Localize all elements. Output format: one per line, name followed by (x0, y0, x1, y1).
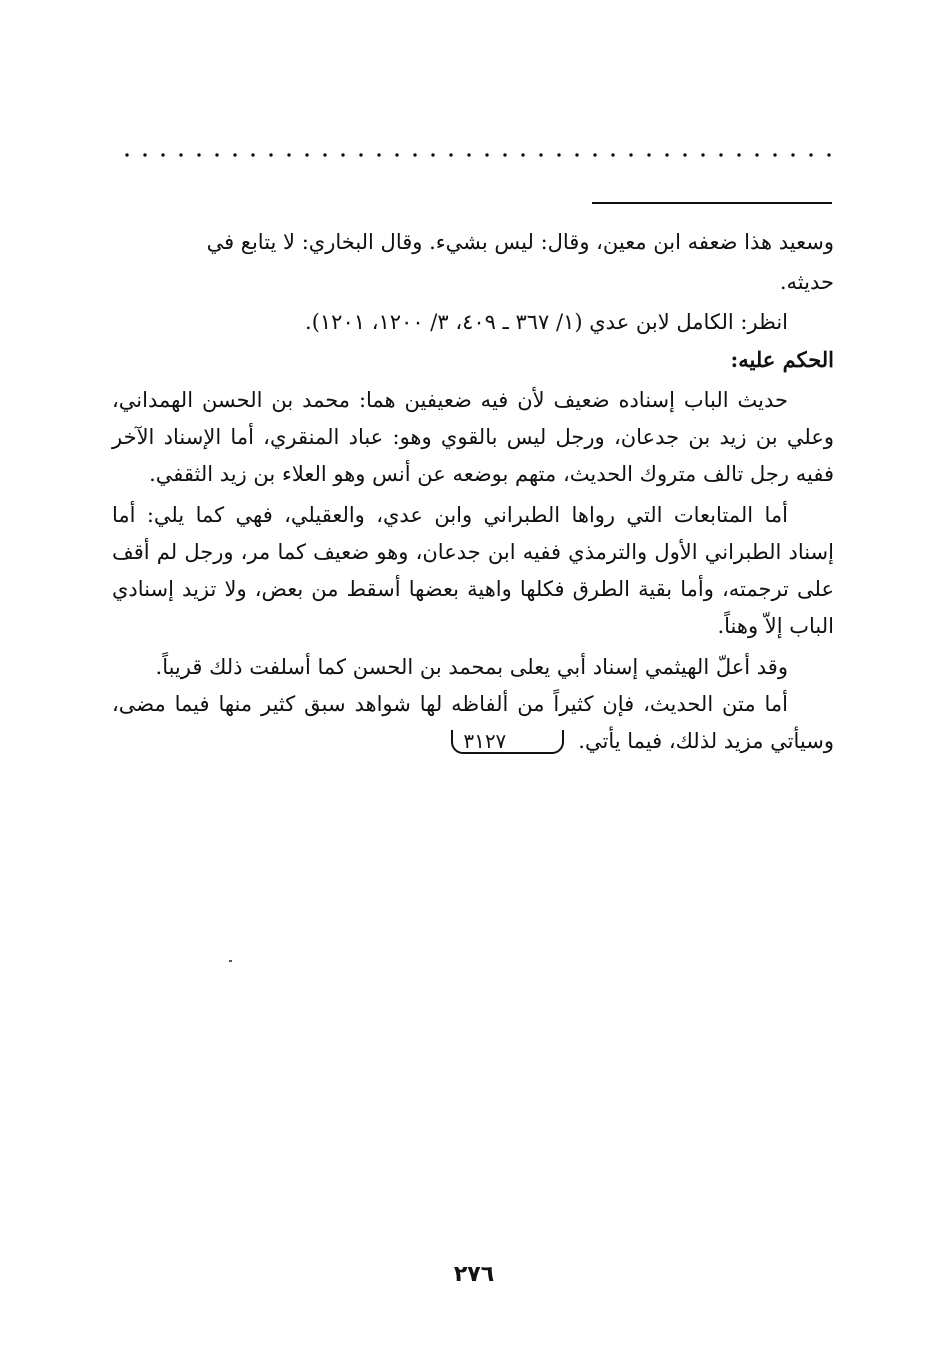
page-number: ٢٧٦ (453, 1262, 495, 1287)
section-heading: الحكم عليه: (730, 347, 834, 372)
footnote-reference: انظر: الكامل لابن عدي (١/ ٣٦٧ ـ ٤٠٩، ٣/ ١٢٠٠، ١٢٠١). (305, 310, 788, 334)
page-content (112, 222, 834, 760)
dotted-separator (118, 150, 834, 160)
paragraph-4 (112, 686, 834, 760)
paragraph-2: أما المتابعات التي رواها الطبراني وابن عدي، والعقيلي، فهي كما يلي: أما إسناد الطبراني الأول والترمذي ففيه ابن جدعان، وهو ضعيف كما مر، ورجل لم أقف على ترجمته، وأما بقية الطرق فكلها واهية بعضها أسقط من بعض، ولا تزيد إسنادي الباب إلاّ وهناً. (112, 503, 834, 638)
paragraph-3: وقد أعلّ الهيثمي إسناد أبي يعلى بمحمد بن الحسن كما أسلفت ذلك قريباً. (155, 655, 788, 679)
scan-speck (229, 960, 232, 962)
footnote-line-2: حديثه. (779, 270, 834, 294)
footnote-rule (592, 202, 832, 204)
footnote-line-1: وسعيد هذا ضعفه ابن معين، وقال: ليس بشيء. وقال البخاري: لا يتابع في (206, 230, 834, 254)
paragraph-4-text: أما متن الحديث، فإن كثيراً من ألفاظه لها شواهد سبق كثير منها فيما مضى، وسيأتي مزيد لذلك، فيما يأتي. (112, 692, 834, 753)
bracket-note: ٣١٢٧ (451, 730, 564, 754)
paragraph-1: حديث الباب إسناده ضعيف لأن فيه ضعيفين هما: محمد بن الحسن الهمداني، وعلي بن زيد بن جدعان، ورجل ليس بالقوي وهو: عباد المنقري، أما الإسناد الآخر ففيه رجل تالف متروك الحديث، متهم بوضعه عن أنس وهو العلاء بن زيد الثقفي. (112, 388, 834, 486)
